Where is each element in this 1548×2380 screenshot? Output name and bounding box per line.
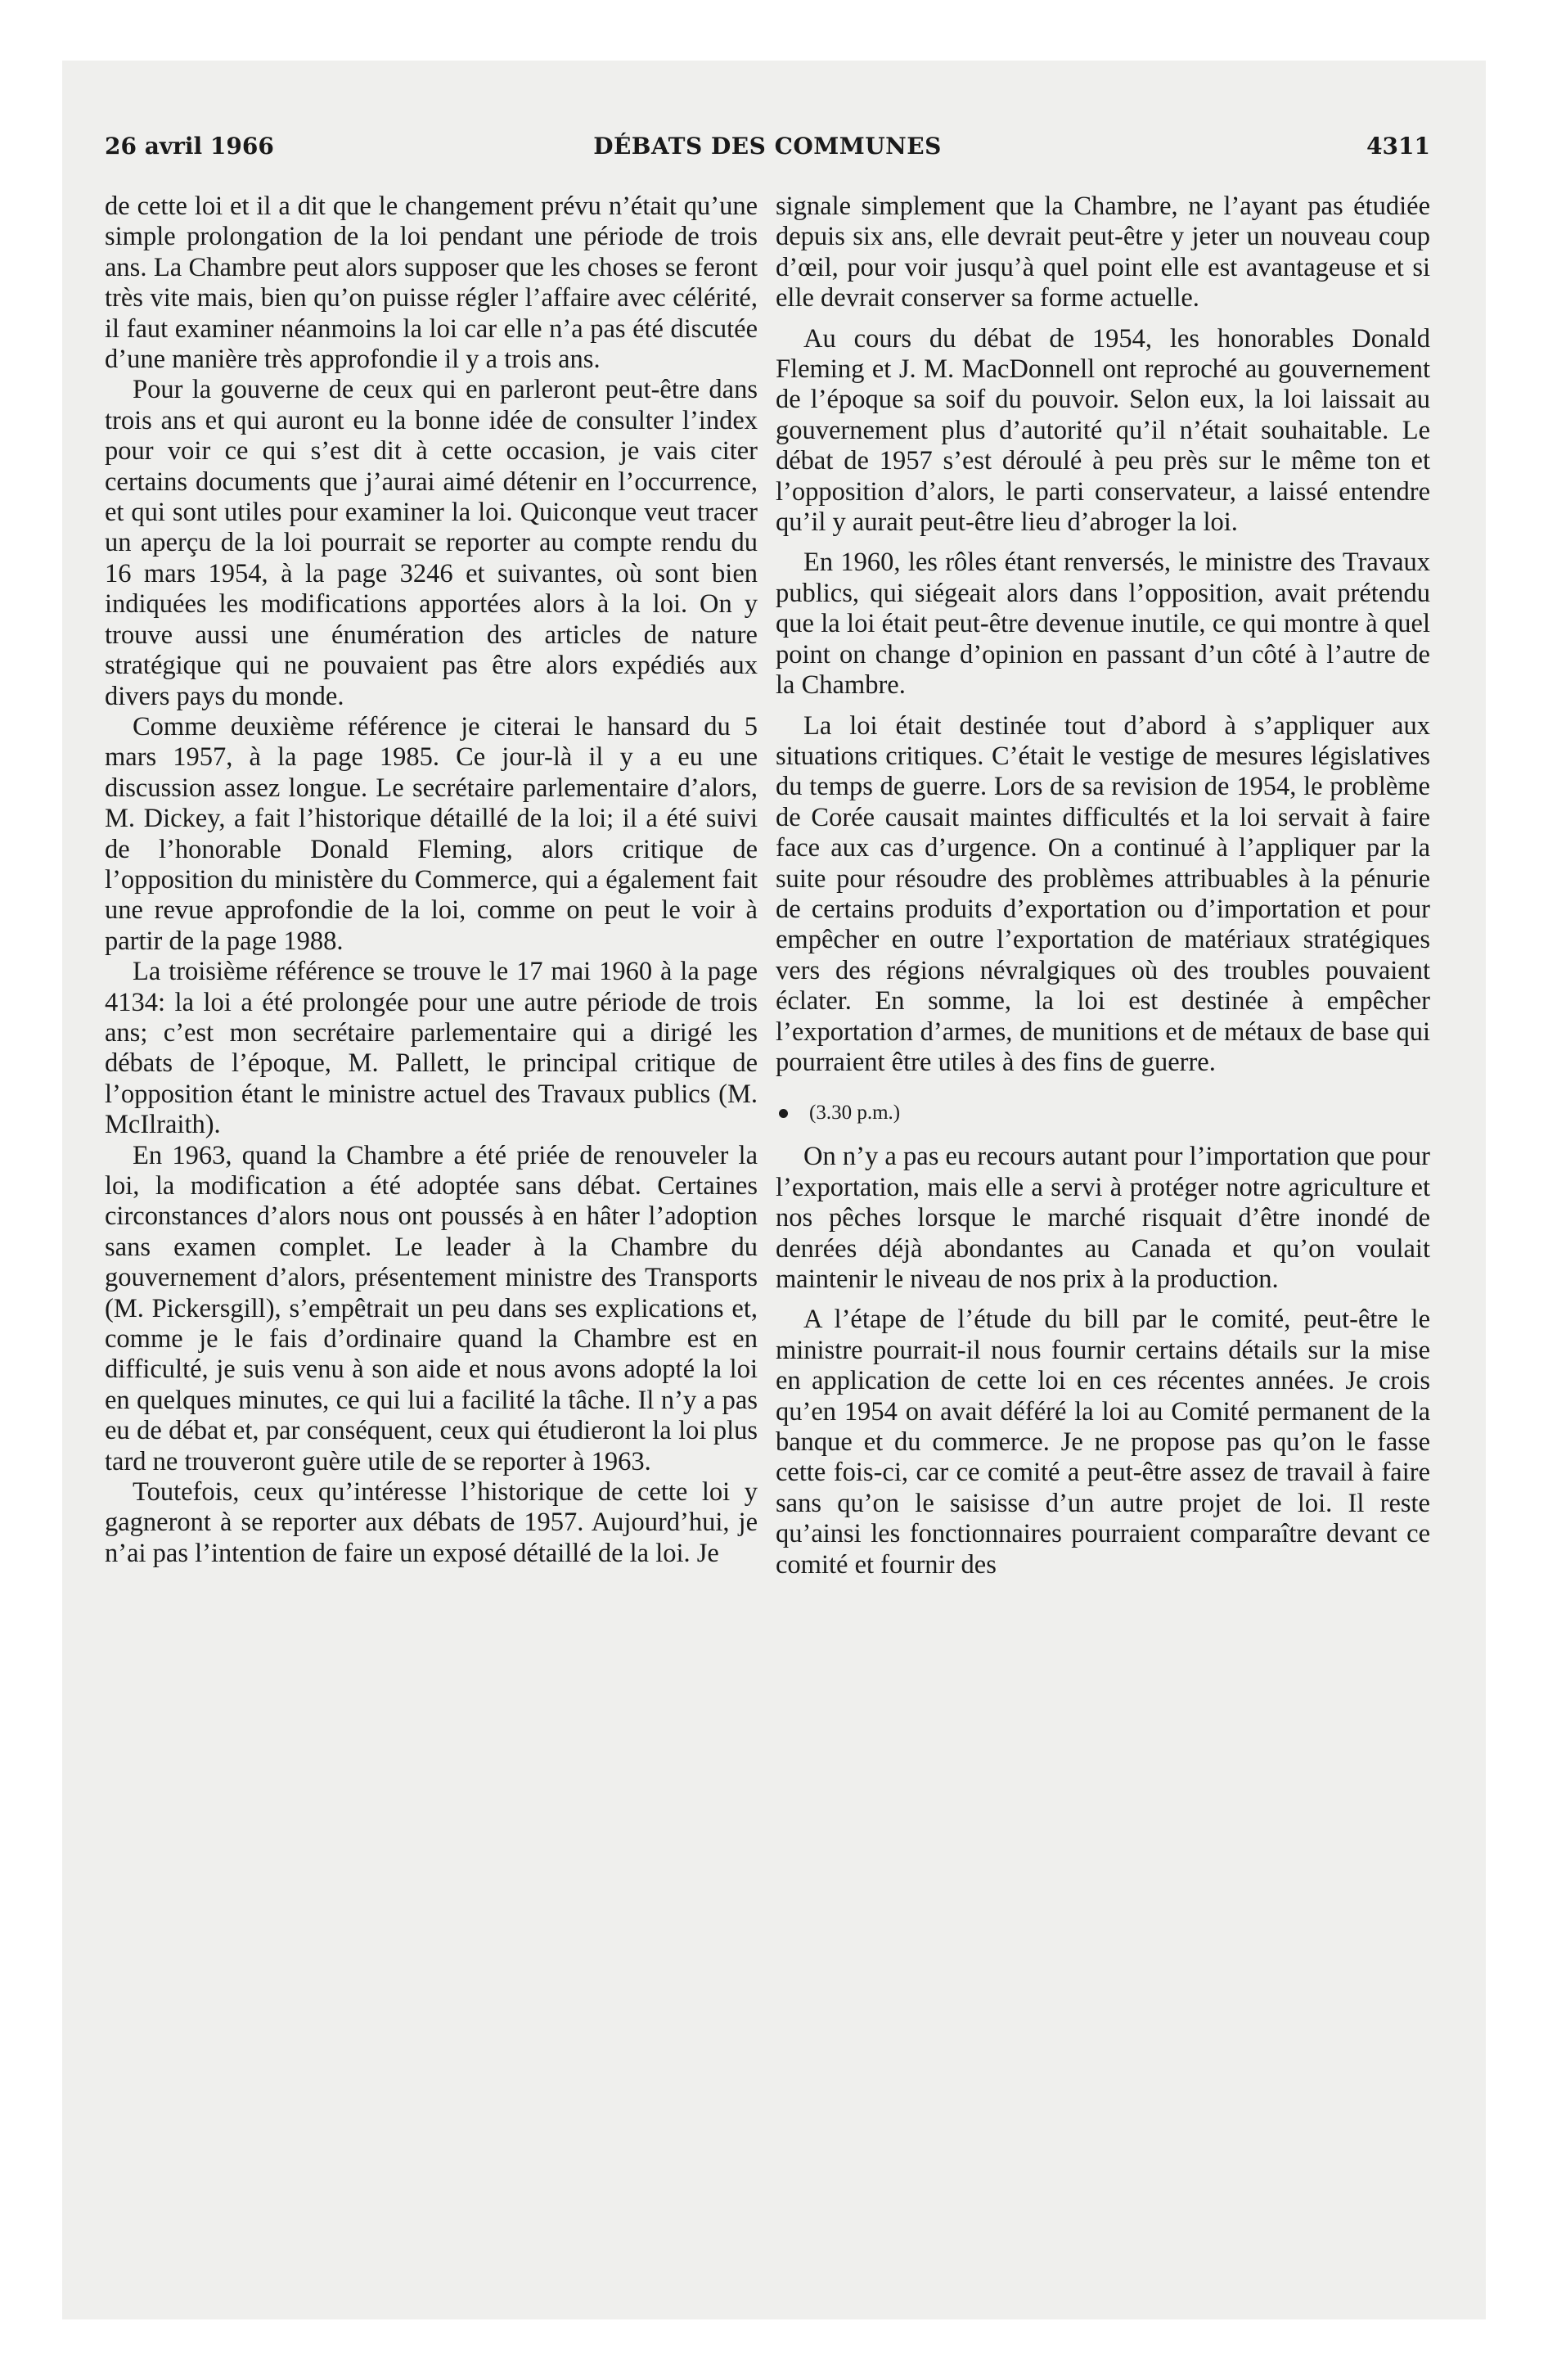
paragraph: A l’étape de l’étude du bill par le comité, peut-être le ministre pourrait-il nous fournir certains détails sur la mise en application de cette loi en ces récentes années. Je crois qu’en 1954 on avait déféré la loi au Comité permanent de la banque et du commerce. Je ne propose pas qu’on le fasse cette fois-ci, car ce comité a peut-être assez de travail à faire sans qu’on le saisisse d’un autre projet de loi. Il reste qu’ainsi les fonctionnaires pourraient comparaître devant ce comité et fournir des: [776, 1305, 1430, 1580]
right-column: [776, 192, 1430, 1580]
header-title: DÉBATS DES COMMUNES: [593, 133, 942, 160]
page-number: 4311: [1366, 133, 1430, 160]
bullet-icon: [779, 1109, 788, 1118]
page: [62, 61, 1486, 2319]
left-column: [105, 192, 758, 1569]
paragraph: signale simplement que la Chambre, ne l’ayant pas étudiée depuis six ans, elle devrait peut-être y jeter un nouveau coup d’œil, pour voir jusqu’à quel point elle est avantageuse et si elle devrait conserver sa forme actuelle.: [776, 192, 1430, 313]
timestamp: [776, 1099, 1430, 1127]
timestamp-text: (3.30 p.m.): [809, 1102, 901, 1125]
paragraph: La troisième référence se trouve le 17 mai 1960 à la page 4134: la loi a été prolongée pour une autre période de trois ans; c’est mon secrétaire parlementaire qui a dirigé les débats de l’époque, M. Pallett, le principal critique de l’opposition étant le ministre actuel des Travaux publics (M. McIlraith).: [105, 957, 758, 1140]
header-date: 26 avril 1966: [105, 133, 274, 160]
paragraph: Au cours du débat de 1954, les honorables Donald Fleming et J. M. MacDonnell ont reproché au gouvernement de l’époque sa soif du pouvoir. Selon eux, la loi laissait au gouvernement plus d’autorité qu’il n’était souhaitable. Le débat de 1957 s’est déroulé à peu près sur le même ton et l’opposition d’alors, le parti conservateur, a laissé entendre qu’il y aurait peut-être lieu d’abroger la loi.: [776, 323, 1430, 538]
paragraph: Toutefois, ceux qu’intéresse l’historique de cette loi y gagneront à se reporter aux débats de 1957. Aujourd’hui, je n’ai pas l’intention de faire un exposé détaillé de la loi. Je: [105, 1477, 758, 1568]
paragraph: Comme deuxième référence je citerai le hansard du 5 mars 1957, à la page 1985. Ce jour-là il y a eu une discussion assez longue. Le secrétaire parlementaire d’alors, M. Dickey, a fait l’historique détaillé de la loi; il a été suivi de l’honorable Donald Fleming, alors critique de l’opposition du ministère du Commerce, qui a également fait une revue approfondie de la loi, comme on peut le voir à partir de la page 1988.: [105, 711, 758, 956]
paragraph: Pour la gouverne de ceux qui en parleront peut-être dans trois ans et qui auront eu la bonne idée de consulter l’index pour voir ce qui s’est dit à cette occasion, je vais citer certains documents que j’aurai aimé détenir en l’occurrence, et qui sont utiles pour examiner la loi. Quiconque veut tracer un aperçu de la loi pourrait se reporter au compte rendu du 16 mars 1954, à la page 3246 et suivantes, où sont bien indiquées les modifications apportées alors à la loi. On y trouve aussi une énumération des articles de nature stratégique qui ne pouvaient pas être alors expédiés aux divers pays du monde.: [105, 375, 758, 711]
paragraph: de cette loi et il a dit que le changement prévu n’était qu’une simple prolongation de la loi pendant une période de trois ans. La Chambre peut alors supposer que les choses se feront très vite mais, bien qu’on puisse régler l’affaire avec célérité, il faut examiner néanmoins la loi car elle n’a pas été discutée d’une manière très approfondie il y a trois ans.: [105, 192, 758, 375]
page-header: [105, 133, 1430, 169]
paragraph: En 1960, les rôles étant renversés, le ministre des Travaux publics, qui siégeait alors dans l’opposition, avait prétendu que la loi était peut-être devenue inutile, ce qui montre à quel point on change d’opinion en passant d’un côté à l’autre de la Chambre.: [776, 548, 1430, 701]
paragraph: La loi était destinée tout d’abord à s’appliquer aux situations critiques. C’était le vestige de mesures législatives du temps de guerre. Lors de sa revision de 1954, le problème de Corée causait maintes difficultés et la loi servait à faire face aux cas d’urgence. On a continué à l’appliquer par la suite pour résoudre des problèmes attribuables à la pénurie de certains produits d’exportation ou d’importation et pour empêcher en outre l’exportation de matériaux stratégiques vers des régions névralgiques où des troubles pouvaient éclater. En somme, la loi est destinée à empêcher l’exportation d’armes, de munitions et de métaux de base qui pourraient être utiles à des fins de guerre.: [776, 710, 1430, 1077]
paragraph: En 1963, quand la Chambre a été priée de renouveler la loi, la modification a été adoptée sans débat. Certaines circonstances d’alors nous ont poussés à en hâter l’adoption sans examen complet. Le leader à la Chambre du gouvernement d’alors, présentement ministre des Transports (M. Pickersgill), s’empêtrait un peu dans ses explications et, comme je le fais d’ordinaire quand la Chambre est en difficulté, je suis venu à son aide et nous avons adopté la loi en quelques minutes, ce qui lui a facilité la tâche. Il n’y a pas eu de débat et, par conséquent, ceux qui étudieront la loi plus tard ne trouveront guère utile de se reporter à 1963.: [105, 1140, 758, 1476]
paragraph: On n’y a pas eu recours autant pour l’importation que pour l’exportation, mais elle a servi à protéger notre agriculture et nos pêches lorsque le marché risquait d’être inondé de denrées déjà abondantes au Canada et qu’on voulait maintenir le niveau de nos prix à la production.: [776, 1142, 1430, 1294]
